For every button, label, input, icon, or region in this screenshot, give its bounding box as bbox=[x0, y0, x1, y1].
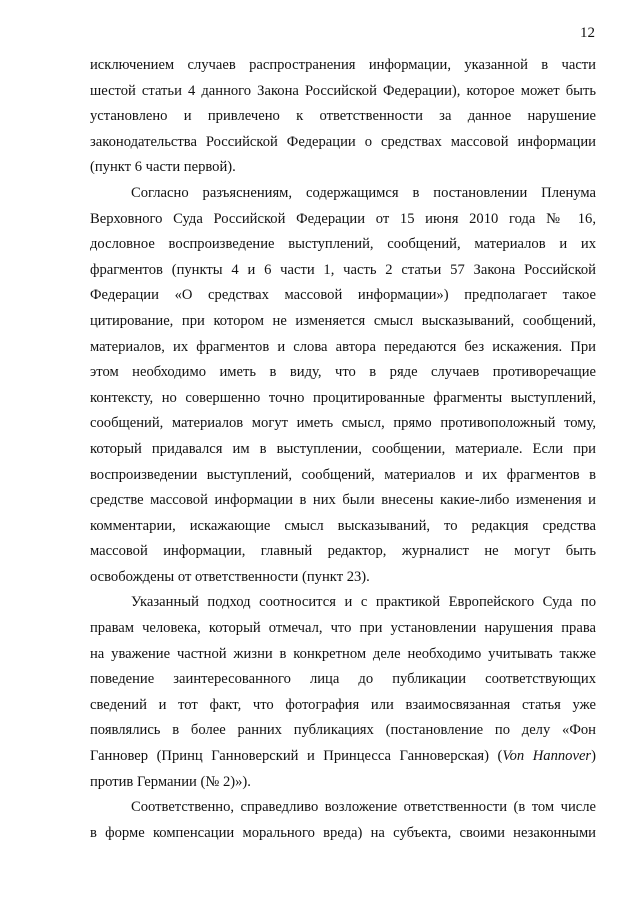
text-line: воспроизведении выступлений, сообщений, материалов и их фрагментов в bbox=[90, 466, 596, 483]
text-line: освобождены от ответственности (пункт 23). bbox=[90, 568, 370, 585]
text-line: который придавался им в выступлении, сообщении, материале. Если при bbox=[90, 440, 596, 457]
paragraph bbox=[90, 795, 596, 846]
text-line: (пункт 6 части первой). bbox=[90, 159, 236, 176]
text-line: этом необходимо иметь в виду, что в ряде случаев противоречащие bbox=[90, 364, 596, 381]
text-line: Федерации «О средствах массовой информации») предполагает такое bbox=[90, 287, 596, 304]
text-line: фрагментов (пункты 4 и 6 части 1, часть 2 статьи 57 Закона Российской bbox=[90, 261, 596, 278]
text-line: законодательства Российской Федерации о средствах массовой информации bbox=[90, 133, 596, 150]
text-line: Верховного Суда Российской Федерации от 15 июня 2010 года № 16, bbox=[90, 210, 596, 227]
text-line: средстве массовой информации в них были внесены какие-либо изменения и bbox=[90, 492, 596, 509]
italic-case-name: Von Hannover bbox=[502, 748, 592, 765]
text-line: Указанный подход соотносится и с практикой Европейского Суда по bbox=[131, 594, 596, 611]
page-number: 12 bbox=[580, 25, 595, 41]
text-line: в форме компенсации морального вреда) на субъекта, своими незаконными bbox=[90, 824, 596, 841]
document-body bbox=[90, 53, 596, 846]
text-line: материалов, их фрагментов и слова автора передаются без искажения. При bbox=[90, 338, 596, 355]
text-line: цитирование, при котором не изменяется смысл высказываний, сообщений, bbox=[90, 312, 596, 329]
text-line: массовой информации, главный редактор, журналист не могут быть bbox=[90, 543, 596, 560]
text-line-with-italic bbox=[90, 744, 596, 770]
paragraph bbox=[90, 53, 596, 181]
paragraph bbox=[90, 590, 596, 795]
text-line: появлялись в более ранних публикациях (постановление по делу «Фон bbox=[90, 722, 596, 739]
text-line: поведение заинтересованного лица до публикации соответствующих bbox=[90, 671, 596, 688]
text-line: комментарии, искажающие смысл высказываний, то редакция средства bbox=[90, 517, 596, 534]
text-line: Согласно разъяснениям, содержащимся в постановлении Пленума bbox=[131, 184, 596, 201]
text-line: шестой статьи 4 данного Закона Российской Федерации), которое может быть bbox=[90, 82, 596, 99]
text-segment: Ганновер (Принц Ганноверский и Принцесса Ганноверская) ( bbox=[90, 748, 503, 765]
text-line: контексту, но совершенно точно процитированные фрагменты выступлений, bbox=[90, 389, 596, 406]
text-line: правам человека, который отмечал, что при установлении нарушения права bbox=[90, 620, 596, 637]
text-segment: ) bbox=[591, 748, 596, 765]
text-line: сведений и тот факт, что фотография или взаимосвязанная статья уже bbox=[90, 696, 596, 713]
text-line: Соответственно, справедливо возложение ответственности (в том числе bbox=[131, 799, 596, 816]
text-line: исключением случаев распространения информации, указанной в части bbox=[90, 57, 596, 73]
text-line: против Германии (№ 2)»). bbox=[90, 773, 251, 790]
text-line: установлено и привлечено к ответственности за данное нарушение bbox=[90, 108, 596, 125]
paragraph bbox=[90, 181, 596, 591]
text-line: на уважение частной жизни в конкретном деле необходимо учитывать также bbox=[90, 645, 596, 662]
text-line: дословное воспроизведение выступлений, сообщений, материалов и их bbox=[90, 236, 596, 253]
text-line: сообщений, материалов могут иметь смысл, прямо противоположный тому, bbox=[90, 415, 596, 432]
